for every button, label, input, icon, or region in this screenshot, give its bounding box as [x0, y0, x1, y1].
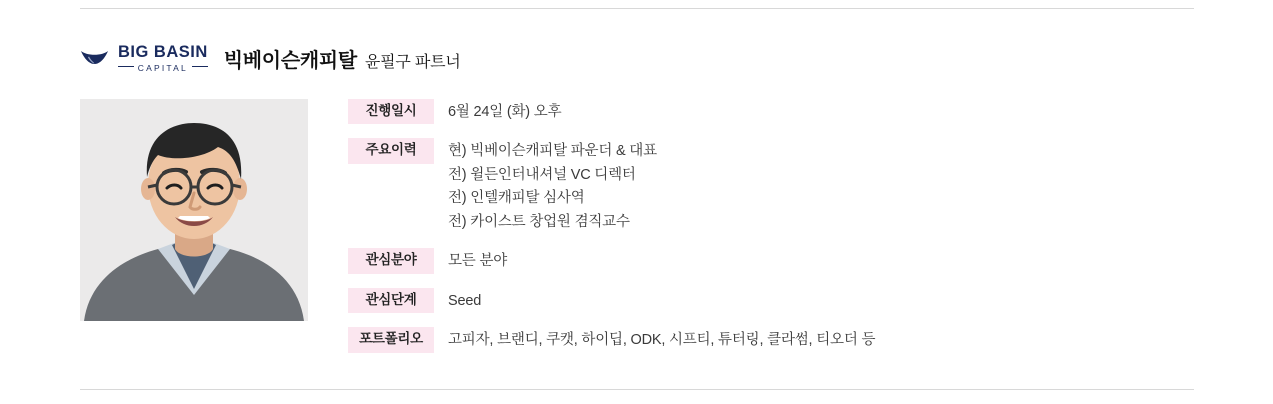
table-row [348, 99, 1194, 124]
value-line: 모든 분야 [448, 253, 508, 270]
value-line: 고피자, 브랜디, 쿠캣, 하이딥, ODK, 시프티, 튜터링, 클라썸, 티오더 등 [448, 332, 876, 349]
value-line: Seed [448, 292, 482, 309]
value-line: 6월 24일 (화) 오후 [448, 104, 562, 120]
divider-bottom [80, 389, 1194, 390]
brand-rule-left [118, 66, 134, 67]
row-value [448, 99, 561, 124]
brand-logo [80, 44, 208, 72]
title-company: 빅베이슨캐피탈 [223, 49, 357, 72]
brand-name: BIG BASIN [118, 43, 208, 61]
info-table [348, 99, 1194, 353]
table-row [348, 248, 1194, 273]
basin-swoosh-icon [80, 47, 110, 69]
header [80, 38, 461, 78]
row-label: 진행일시 [348, 99, 434, 124]
profile-photo [80, 99, 308, 321]
brand-sub-wrap [118, 61, 208, 73]
value-line: 전) 윌든인터내셔널 VC 디렉터 [448, 166, 636, 183]
table-row [348, 288, 1194, 313]
value-line: 전) 카이스트 창업원 겸직교수 [448, 213, 630, 230]
row-value [448, 288, 481, 313]
brand-wordmark [118, 44, 208, 72]
divider-top [80, 8, 1194, 9]
table-row [348, 138, 1194, 234]
value-line: 현) 빅베이슨캐피탈 파운더 & 대표 [448, 143, 657, 160]
row-label: 주요이력 [348, 138, 434, 163]
row-label: 관심단계 [348, 288, 434, 313]
value-line: 전) 인텔캐피탈 심사역 [448, 190, 585, 207]
page-title [224, 44, 461, 73]
table-row [348, 327, 1194, 352]
row-value [448, 138, 657, 234]
brand-rule-right [192, 66, 208, 67]
brand-sub: CAPITAL [137, 62, 188, 73]
row-value [448, 327, 875, 352]
row-value [448, 248, 507, 273]
row-label: 관심분야 [348, 248, 434, 273]
title-person: 윤필구 파트너 [364, 53, 461, 71]
row-label: 포트폴리오 [348, 327, 434, 352]
